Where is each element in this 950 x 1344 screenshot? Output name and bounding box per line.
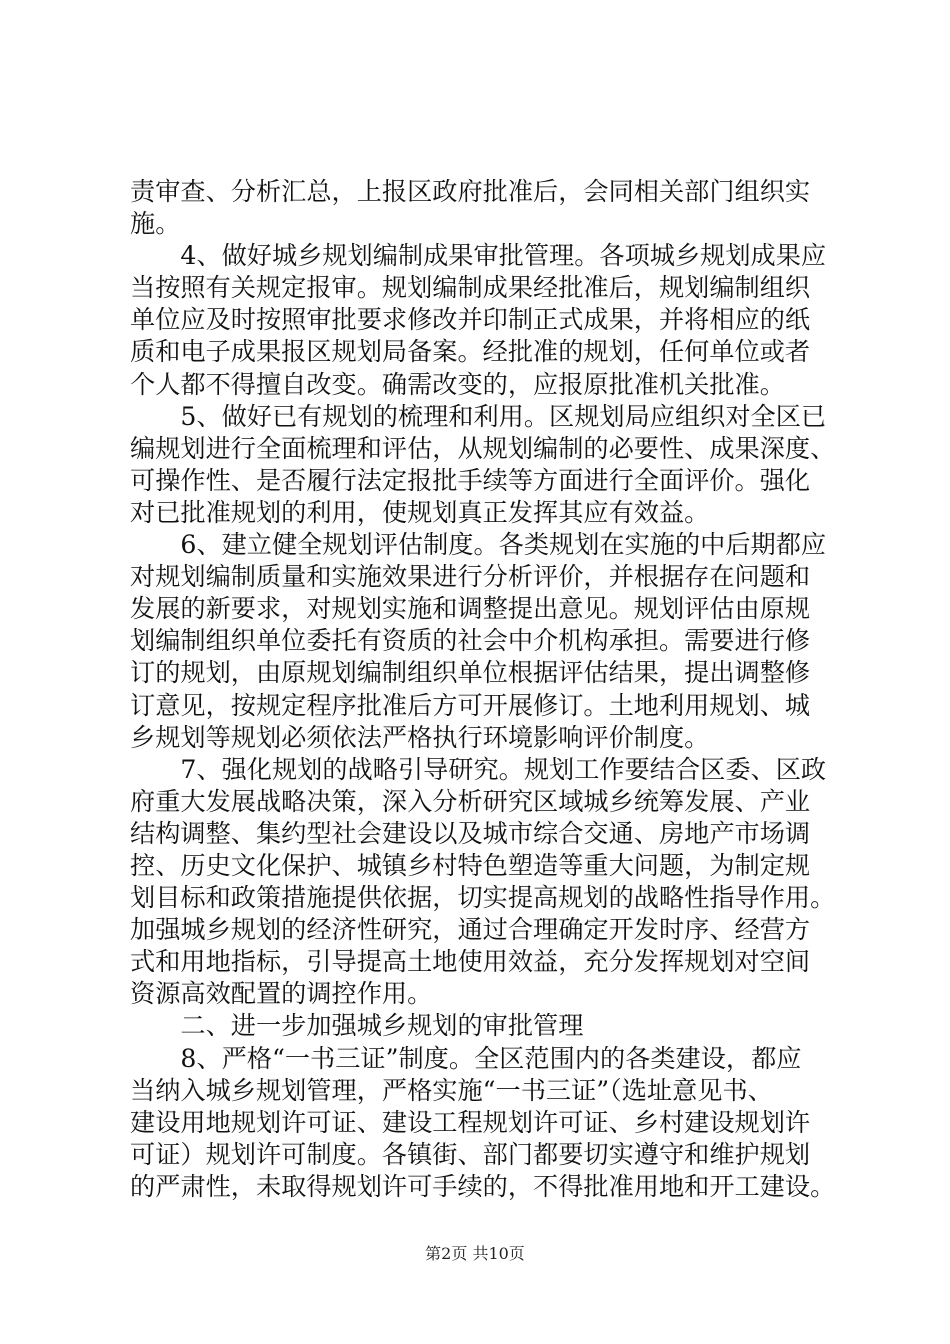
text-line: 式和用地指标，引导提高土地使用效益，充分发挥规划对空间	[130, 947, 811, 977]
text-line: 可证）规划许可制度。各镇街、部门都要切实遵守和维护规划	[130, 1139, 811, 1169]
text-line: 单位应及时按照审批要求修改并印制正式成果，并将相应的纸	[130, 305, 811, 335]
section-heading: 二、进一步加强城乡规划的审批管理	[130, 1011, 584, 1041]
text-line: 对已批准规划的利用，使规划真正发挥其应有效益。	[130, 497, 710, 527]
text-line: 可操作性、是否履行法定报批手续等方面进行全面评价。强化	[130, 465, 811, 495]
text-line: 划编制组织单位委托有资质的社会中介机构承担。需要进行修	[130, 626, 811, 656]
page-number-footer: 第2页 共10页	[425, 1244, 525, 1263]
text-line: 个人都不得擅自改变。确需改变的，应报原批准机关批准。	[130, 369, 785, 399]
text-line: 资源高效配置的调控作用。	[130, 979, 433, 1009]
text-line: 订意见，按规定程序批准后方可开展修订。土地利用规划、城	[130, 690, 811, 720]
text-line: 质和电子成果报区规划局备案。经批准的规划，任何单位或者	[130, 337, 811, 367]
text-line: 控、历史文化保护、城镇乡村特色塑造等重大问题，为制定规	[130, 850, 811, 880]
text-line: 6、建立健全规划评估制度。各类规划在实施的中后期都应	[130, 530, 827, 560]
text-line: 5、做好已有规划的梳理和利用。区规划局应组织对全区已	[130, 401, 827, 431]
text-line: 划目标和政策措施提供依据，切实提高规划的战略性指导作用。	[130, 883, 836, 913]
text-line: 订的规划，由原规划编制组织单位根据评估结果，提出调整修	[130, 658, 811, 688]
text-line: 建设用地规划许可证、建设工程规划许可证、乡村建设规划许	[130, 1107, 811, 1137]
text-line: 结构调整、集约型社会建设以及城市综合交通、房地产市场调	[130, 818, 811, 848]
text-line: 4、做好城乡规划编制成果审批管理。各项城乡规划成果应	[130, 241, 827, 271]
text-line: 施。	[130, 209, 181, 239]
text-line: 7、强化规划的战略引导研究。规划工作要结合区委、区政	[130, 754, 827, 784]
document-body	[130, 176, 838, 1203]
text-line: 发展的新要求，对规划实施和调整提出意见。规划评估由原规	[130, 594, 811, 624]
text-line: 加强城乡规划的经济性研究，通过合理确定开发时序、经营方	[130, 915, 811, 945]
text-line: 府重大发展战略决策，深入分析研究区域城乡统筹发展、产业	[130, 786, 811, 816]
text-line: 当按照有关规定报审。规划编制成果经批准后，规划编制组织	[130, 273, 811, 303]
text-line: 对规划编制质量和实施效果进行分析评价，并根据存在问题和	[130, 562, 811, 592]
text-line: 8、严格“一书三证”制度。全区范围内的各类建设，都应	[130, 1043, 802, 1073]
text-line: 的严肃性，未取得规划许可手续的，不得批准用地和开工建设。	[130, 1171, 836, 1201]
text-line: 责审查、分析汇总，上报区政府批准后，会同相关部门组织实	[130, 177, 811, 206]
text-line: 当纳入城乡规划管理，严格实施“一书三证”（选址意见书、	[130, 1075, 773, 1105]
text-line: 乡规划等规划必须依法严格执行环境影响评价制度。	[130, 722, 710, 752]
text-line: 编规划进行全面梳理和评估，从规划编制的必要性、成果深度、	[130, 433, 836, 463]
